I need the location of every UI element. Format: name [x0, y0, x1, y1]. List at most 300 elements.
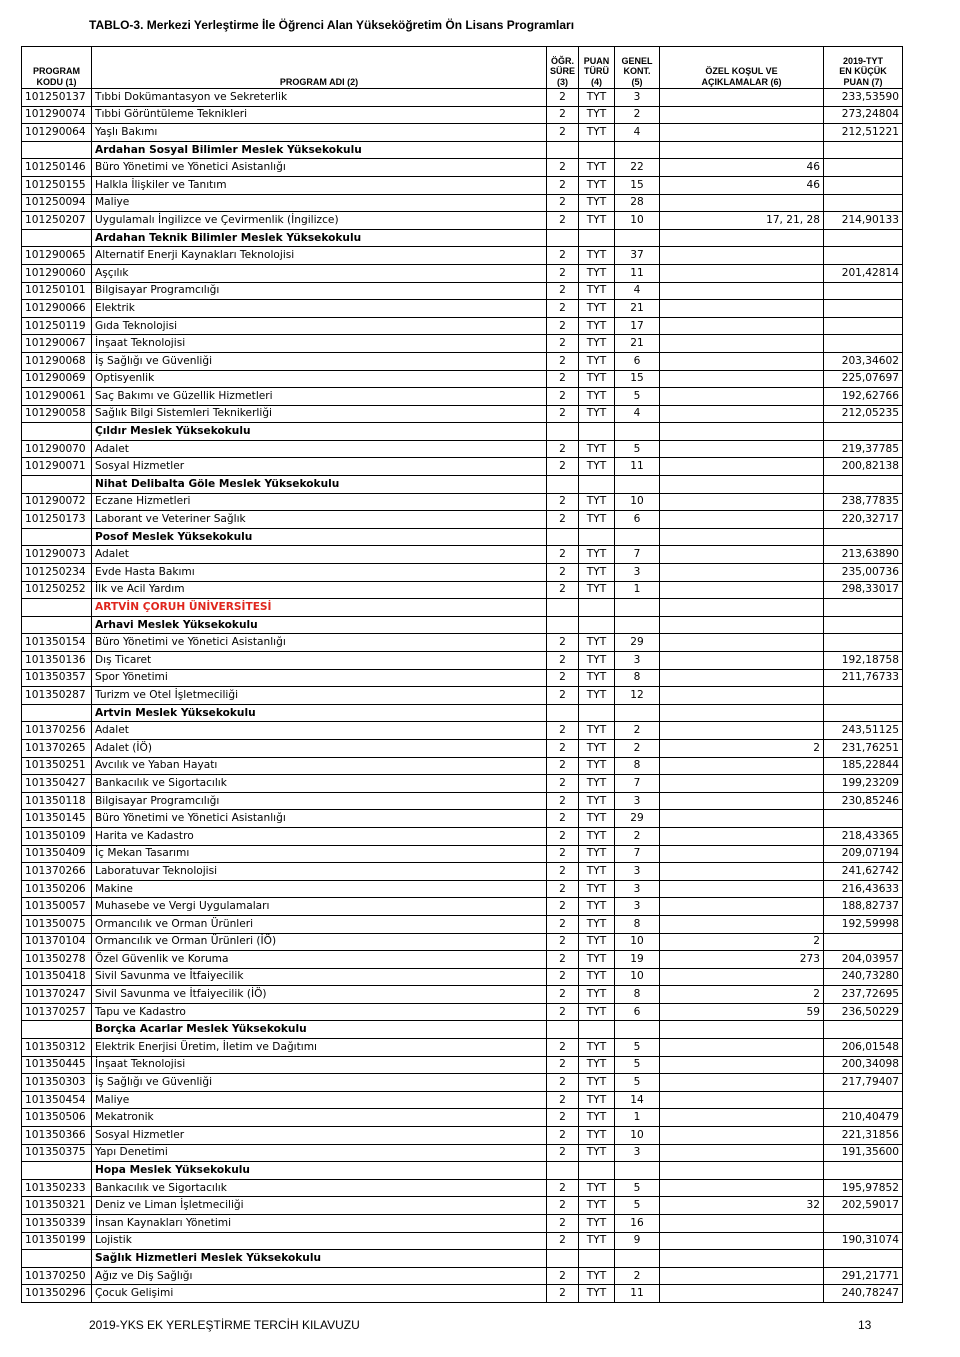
score-type-cell: TYT [579, 898, 615, 916]
program-code-cell [22, 1021, 92, 1039]
program-code-cell: 101350287 [22, 687, 92, 705]
duration-cell: 2 [547, 634, 579, 652]
min-score-cell [824, 1250, 903, 1268]
score-type-cell: TYT [579, 968, 615, 986]
min-score-cell: 240,78247 [824, 1285, 903, 1303]
quota-cell [615, 423, 660, 441]
table-row [22, 722, 903, 740]
table-row [22, 352, 903, 370]
min-score-cell: 204,03957 [824, 951, 903, 969]
quota-cell: 1 [615, 581, 660, 599]
quota-cell: 11 [615, 1285, 660, 1303]
min-score-cell: 219,37785 [824, 440, 903, 458]
section-row [22, 1021, 903, 1039]
score-type-cell [579, 616, 615, 634]
score-type-cell: TYT [579, 1285, 615, 1303]
score-type-cell: TYT [579, 1039, 615, 1057]
program-code-cell: 101290074 [22, 106, 92, 124]
min-score-cell [824, 634, 903, 652]
program-name-cell: Özel Güvenlik ve Koruma [92, 951, 547, 969]
program-name-cell: Ağız ve Diş Sağlığı [92, 1267, 547, 1285]
program-name-cell: Büro Yönetimi ve Yönetici Asistanlığı [92, 159, 547, 177]
program-code-cell: 101370265 [22, 739, 92, 757]
min-score-cell: 298,33017 [824, 581, 903, 599]
program-code-cell: 101250234 [22, 564, 92, 582]
program-name-cell: Tapu ve Kadastro [92, 1003, 547, 1021]
conditions-cell [660, 616, 824, 634]
conditions-cell [660, 845, 824, 863]
duration-cell: 2 [547, 1285, 579, 1303]
quota-cell: 3 [615, 652, 660, 670]
table-row [22, 1074, 903, 1092]
score-type-cell: TYT [579, 106, 615, 124]
quota-cell: 7 [615, 775, 660, 793]
program-code-cell [22, 616, 92, 634]
duration-cell: 2 [547, 89, 579, 107]
duration-cell: 2 [547, 915, 579, 933]
score-type-cell: TYT [579, 124, 615, 142]
score-type-cell [579, 1162, 615, 1180]
duration-cell: 2 [547, 176, 579, 194]
program-code-cell: 101290070 [22, 440, 92, 458]
program-code-cell: 101350418 [22, 968, 92, 986]
min-score-cell: 241,62742 [824, 863, 903, 881]
header-score-type: PUAN TÜRÜ (4) [579, 47, 615, 89]
score-type-cell: TYT [579, 933, 615, 951]
quota-cell [615, 476, 660, 494]
table-row [22, 89, 903, 107]
duration-cell: 2 [547, 1003, 579, 1021]
program-name-cell: İlk ve Acil Yardım [92, 581, 547, 599]
min-score-cell [824, 141, 903, 159]
score-type-cell: TYT [579, 1144, 615, 1162]
program-code-cell: 101350375 [22, 1144, 92, 1162]
min-score-cell: 243,51125 [824, 722, 903, 740]
min-score-cell: 220,32717 [824, 511, 903, 529]
quota-cell [615, 141, 660, 159]
quota-cell: 11 [615, 264, 660, 282]
program-name-cell: Alternatif Enerji Kaynakları Teknolojisi [92, 247, 547, 265]
duration-cell: 2 [547, 1215, 579, 1233]
quota-cell: 3 [615, 898, 660, 916]
duration-cell: 2 [547, 687, 579, 705]
program-name-cell: Tıbbi Dokümantasyon ve Sekreterlik [92, 89, 547, 107]
quota-cell: 6 [615, 1003, 660, 1021]
conditions-cell [660, 1039, 824, 1057]
program-name-cell: Ormancılık ve Orman Ürünleri (İÖ) [92, 933, 547, 951]
program-code-cell: 101350199 [22, 1232, 92, 1250]
quota-cell: 5 [615, 1179, 660, 1197]
duration-cell: 2 [547, 370, 579, 388]
score-type-cell: TYT [579, 757, 615, 775]
score-type-cell: TYT [579, 194, 615, 212]
program-code-cell [22, 1250, 92, 1268]
score-type-cell [579, 599, 615, 617]
min-score-cell: 273,24804 [824, 106, 903, 124]
quota-cell [615, 1021, 660, 1039]
table-row [22, 264, 903, 282]
table-row [22, 915, 903, 933]
program-code-cell: 101370266 [22, 863, 92, 881]
score-type-cell: TYT [579, 845, 615, 863]
table-row [22, 775, 903, 793]
program-name-cell: ARTVİN ÇORUH ÜNİVERSİTESİ [92, 599, 547, 617]
program-code-cell: 101290072 [22, 493, 92, 511]
program-code-cell: 101250207 [22, 212, 92, 230]
conditions-cell [660, 775, 824, 793]
duration-cell: 2 [547, 775, 579, 793]
program-name-cell: Saç Bakımı ve Güzellik Hizmetleri [92, 388, 547, 406]
page-number: 13 [858, 1318, 872, 1332]
program-name-cell: Bankacılık ve Sigortacılık [92, 775, 547, 793]
conditions-cell [660, 528, 824, 546]
duration-cell: 2 [547, 1039, 579, 1057]
program-name-cell: Eczane Hizmetleri [92, 493, 547, 511]
table-row [22, 810, 903, 828]
min-score-cell: 202,59017 [824, 1197, 903, 1215]
table-row [22, 370, 903, 388]
section-row [22, 141, 903, 159]
duration-cell [547, 528, 579, 546]
program-name-cell: Çıldır Meslek Yüksekokulu [92, 423, 547, 441]
conditions-cell [660, 634, 824, 652]
duration-cell [547, 1162, 579, 1180]
table-row [22, 933, 903, 951]
program-code-cell: 101370256 [22, 722, 92, 740]
quota-cell: 5 [615, 1074, 660, 1092]
program-code-cell: 101290061 [22, 388, 92, 406]
conditions-cell [660, 247, 824, 265]
duration-cell: 2 [547, 1127, 579, 1145]
table-row [22, 1179, 903, 1197]
quota-cell: 10 [615, 933, 660, 951]
table-row [22, 1215, 903, 1233]
program-name-cell: Optisyenlik [92, 370, 547, 388]
conditions-cell [660, 124, 824, 142]
program-name-cell: Adalet [92, 722, 547, 740]
table-row [22, 1197, 903, 1215]
duration-cell: 2 [547, 968, 579, 986]
conditions-cell [660, 1285, 824, 1303]
program-code-cell: 101290058 [22, 405, 92, 423]
conditions-cell [660, 757, 824, 775]
table-row [22, 634, 903, 652]
program-code-cell: 101290073 [22, 546, 92, 564]
quota-cell: 12 [615, 687, 660, 705]
program-name-cell: Sağlık Bilgi Sistemleri Teknikerliği [92, 405, 547, 423]
duration-cell: 2 [547, 405, 579, 423]
min-score-cell: 209,07194 [824, 845, 903, 863]
conditions-cell [660, 915, 824, 933]
min-score-cell: 231,76251 [824, 739, 903, 757]
conditions-cell [660, 511, 824, 529]
duration-cell: 2 [547, 951, 579, 969]
table-row [22, 282, 903, 300]
section-row [22, 1162, 903, 1180]
program-name-cell: Ardahan Sosyal Bilimler Meslek Yüksekokulu [92, 141, 547, 159]
table-row [22, 1127, 903, 1145]
duration-cell: 2 [547, 863, 579, 881]
min-score-cell [824, 933, 903, 951]
score-type-cell: TYT [579, 458, 615, 476]
score-type-cell: TYT [579, 440, 615, 458]
table-row [22, 652, 903, 670]
quota-cell: 5 [615, 1039, 660, 1057]
conditions-cell [660, 1109, 824, 1127]
conditions-cell [660, 581, 824, 599]
table-row [22, 845, 903, 863]
quota-cell: 2 [615, 106, 660, 124]
program-name-cell: Dış Ticaret [92, 652, 547, 670]
conditions-cell: 59 [660, 1003, 824, 1021]
table-row [22, 1056, 903, 1074]
min-score-cell [824, 423, 903, 441]
quota-cell: 5 [615, 1197, 660, 1215]
score-type-cell [579, 229, 615, 247]
quota-cell: 1 [615, 1109, 660, 1127]
program-name-cell: Sivil Savunma ve İtfaiyecilik [92, 968, 547, 986]
quota-cell: 19 [615, 951, 660, 969]
quota-cell: 17 [615, 317, 660, 335]
duration-cell: 2 [547, 511, 579, 529]
conditions-cell [660, 1179, 824, 1197]
program-code-cell [22, 423, 92, 441]
conditions-cell [660, 898, 824, 916]
program-code-cell: 101290060 [22, 264, 92, 282]
program-name-cell: Adalet (İÖ) [92, 739, 547, 757]
min-score-cell [824, 528, 903, 546]
score-type-cell: TYT [579, 863, 615, 881]
conditions-cell [660, 440, 824, 458]
program-code-cell: 101350409 [22, 845, 92, 863]
table-row [22, 194, 903, 212]
table-row [22, 1091, 903, 1109]
score-type-cell: TYT [579, 951, 615, 969]
duration-cell: 2 [547, 898, 579, 916]
header-special-conditions: ÖZEL KOŞUL VE AÇIKLAMALAR (6) [660, 47, 824, 89]
duration-cell [547, 476, 579, 494]
duration-cell: 2 [547, 810, 579, 828]
duration-cell: 2 [547, 159, 579, 177]
min-score-cell: 225,07697 [824, 370, 903, 388]
score-type-cell [579, 476, 615, 494]
score-type-cell: TYT [579, 1127, 615, 1145]
quota-cell: 5 [615, 440, 660, 458]
min-score-cell: 237,72695 [824, 986, 903, 1004]
table-row [22, 335, 903, 353]
quota-cell: 15 [615, 176, 660, 194]
conditions-cell [660, 423, 824, 441]
duration-cell: 2 [547, 669, 579, 687]
table-row [22, 546, 903, 564]
conditions-cell [660, 370, 824, 388]
program-name-cell: Mekatronik [92, 1109, 547, 1127]
duration-cell: 2 [547, 1179, 579, 1197]
duration-cell: 2 [547, 722, 579, 740]
score-type-cell: TYT [579, 1232, 615, 1250]
duration-cell: 2 [547, 352, 579, 370]
program-name-cell: Sağlık Hizmetleri Meslek Yüksekokulu [92, 1250, 547, 1268]
score-type-cell: TYT [579, 775, 615, 793]
conditions-cell: 2 [660, 739, 824, 757]
min-score-cell: 217,79407 [824, 1074, 903, 1092]
header-program-name: PROGRAM ADI (2) [92, 47, 547, 89]
conditions-cell [660, 1056, 824, 1074]
program-code-cell: 101350118 [22, 792, 92, 810]
min-score-cell: 212,05235 [824, 405, 903, 423]
conditions-cell [660, 880, 824, 898]
duration-cell: 2 [547, 335, 579, 353]
conditions-cell [660, 1232, 824, 1250]
program-name-cell: Halkla İlişkiler ve Tanıtım [92, 176, 547, 194]
quota-cell [615, 1250, 660, 1268]
duration-cell: 2 [547, 564, 579, 582]
conditions-cell [660, 722, 824, 740]
program-code-cell: 101370104 [22, 933, 92, 951]
duration-cell [547, 1021, 579, 1039]
min-score-cell: 203,34602 [824, 352, 903, 370]
program-code-cell: 101350339 [22, 1215, 92, 1233]
score-type-cell: TYT [579, 1003, 615, 1021]
conditions-cell [660, 405, 824, 423]
table-row [22, 106, 903, 124]
score-type-cell [579, 528, 615, 546]
program-code-cell: 101350145 [22, 810, 92, 828]
score-type-cell: TYT [579, 1197, 615, 1215]
duration-cell: 2 [547, 1091, 579, 1109]
duration-cell: 2 [547, 1267, 579, 1285]
program-code-cell: 101350154 [22, 634, 92, 652]
table-row [22, 880, 903, 898]
program-code-cell: 101350057 [22, 898, 92, 916]
conditions-cell [660, 229, 824, 247]
table-row [22, 124, 903, 142]
score-type-cell: TYT [579, 792, 615, 810]
program-code-cell [22, 141, 92, 159]
program-name-cell: Elektrik Enerjisi Üretim, İletim ve Dağıtımı [92, 1039, 547, 1057]
min-score-cell [824, 1021, 903, 1039]
program-code-cell: 101250119 [22, 317, 92, 335]
score-type-cell: TYT [579, 564, 615, 582]
program-code-cell: 101350233 [22, 1179, 92, 1197]
score-type-cell: TYT [579, 1091, 615, 1109]
program-code-cell: 101350454 [22, 1091, 92, 1109]
quota-cell: 11 [615, 458, 660, 476]
program-code-cell: 101350357 [22, 669, 92, 687]
score-type-cell: TYT [579, 581, 615, 599]
quota-cell: 29 [615, 634, 660, 652]
program-name-cell: Nihat Delibalta Göle Meslek Yüksekokulu [92, 476, 547, 494]
quota-cell: 5 [615, 388, 660, 406]
score-type-cell: TYT [579, 159, 615, 177]
score-type-cell: TYT [579, 511, 615, 529]
min-score-cell [824, 1215, 903, 1233]
quota-cell: 2 [615, 722, 660, 740]
program-name-cell: İş Sağlığı ve Güvenliği [92, 352, 547, 370]
conditions-cell [660, 652, 824, 670]
min-score-cell: 206,01548 [824, 1039, 903, 1057]
quota-cell: 16 [615, 1215, 660, 1233]
min-score-cell [824, 810, 903, 828]
table-row [22, 247, 903, 265]
table-row [22, 898, 903, 916]
score-type-cell: TYT [579, 264, 615, 282]
program-name-cell: Sivil Savunma ve İtfaiyecilik (İÖ) [92, 986, 547, 1004]
duration-cell: 2 [547, 282, 579, 300]
min-score-cell: 235,00736 [824, 564, 903, 582]
min-score-cell [824, 616, 903, 634]
min-score-cell: 201,42814 [824, 264, 903, 282]
program-code-cell: 101350109 [22, 827, 92, 845]
quota-cell: 3 [615, 1144, 660, 1162]
program-name-cell: Büro Yönetimi ve Yönetici Asistanlığı [92, 810, 547, 828]
program-code-cell: 101350366 [22, 1127, 92, 1145]
program-name-cell: İş Sağlığı ve Güvenliği [92, 1074, 547, 1092]
duration-cell: 2 [547, 880, 579, 898]
conditions-cell [660, 335, 824, 353]
duration-cell: 2 [547, 546, 579, 564]
program-code-cell: 101250094 [22, 194, 92, 212]
program-code-cell [22, 476, 92, 494]
program-name-cell: Lojistik [92, 1232, 547, 1250]
table-row [22, 669, 903, 687]
score-type-cell: TYT [579, 634, 615, 652]
program-code-cell: 101290068 [22, 352, 92, 370]
program-code-cell: 101350445 [22, 1056, 92, 1074]
conditions-cell [660, 810, 824, 828]
min-score-cell: 238,77835 [824, 493, 903, 511]
quota-cell: 21 [615, 300, 660, 318]
program-name-cell: Bilgisayar Programcılığı [92, 282, 547, 300]
min-score-cell: 214,90133 [824, 212, 903, 230]
program-name-cell: Laboratuvar Teknolojisi [92, 863, 547, 881]
program-name-cell: Adalet [92, 546, 547, 564]
quota-cell: 28 [615, 194, 660, 212]
program-name-cell: Yapı Denetimi [92, 1144, 547, 1162]
program-code-cell: 101290071 [22, 458, 92, 476]
program-name-cell: Hopa Meslek Yüksekokulu [92, 1162, 547, 1180]
program-name-cell: Harita ve Kadastro [92, 827, 547, 845]
duration-cell: 2 [547, 986, 579, 1004]
min-score-cell [824, 194, 903, 212]
program-code-cell: 101370247 [22, 986, 92, 1004]
program-code-cell: 101350506 [22, 1109, 92, 1127]
conditions-cell: 46 [660, 176, 824, 194]
table-row [22, 739, 903, 757]
conditions-cell [660, 599, 824, 617]
duration-cell: 2 [547, 247, 579, 265]
min-score-cell: 191,35600 [824, 1144, 903, 1162]
program-code-cell [22, 704, 92, 722]
table-row [22, 827, 903, 845]
conditions-cell [660, 1127, 824, 1145]
score-type-cell: TYT [579, 317, 615, 335]
program-name-cell: Ormancılık ve Orman Ürünleri [92, 915, 547, 933]
table-row [22, 1232, 903, 1250]
conditions-cell [660, 89, 824, 107]
program-name-cell: Spor Yönetimi [92, 669, 547, 687]
section-row [22, 229, 903, 247]
table-row [22, 300, 903, 318]
program-name-cell: Büro Yönetimi ve Yönetici Asistanlığı [92, 634, 547, 652]
min-score-cell [824, 247, 903, 265]
program-name-cell: Laborant ve Veteriner Sağlık [92, 511, 547, 529]
min-score-cell: 210,40479 [824, 1109, 903, 1127]
program-code-cell [22, 528, 92, 546]
header-min-score: 2019-TYT EN KÜÇÜK PUAN (7) [824, 47, 903, 89]
min-score-cell: 192,62766 [824, 388, 903, 406]
conditions-cell [660, 194, 824, 212]
